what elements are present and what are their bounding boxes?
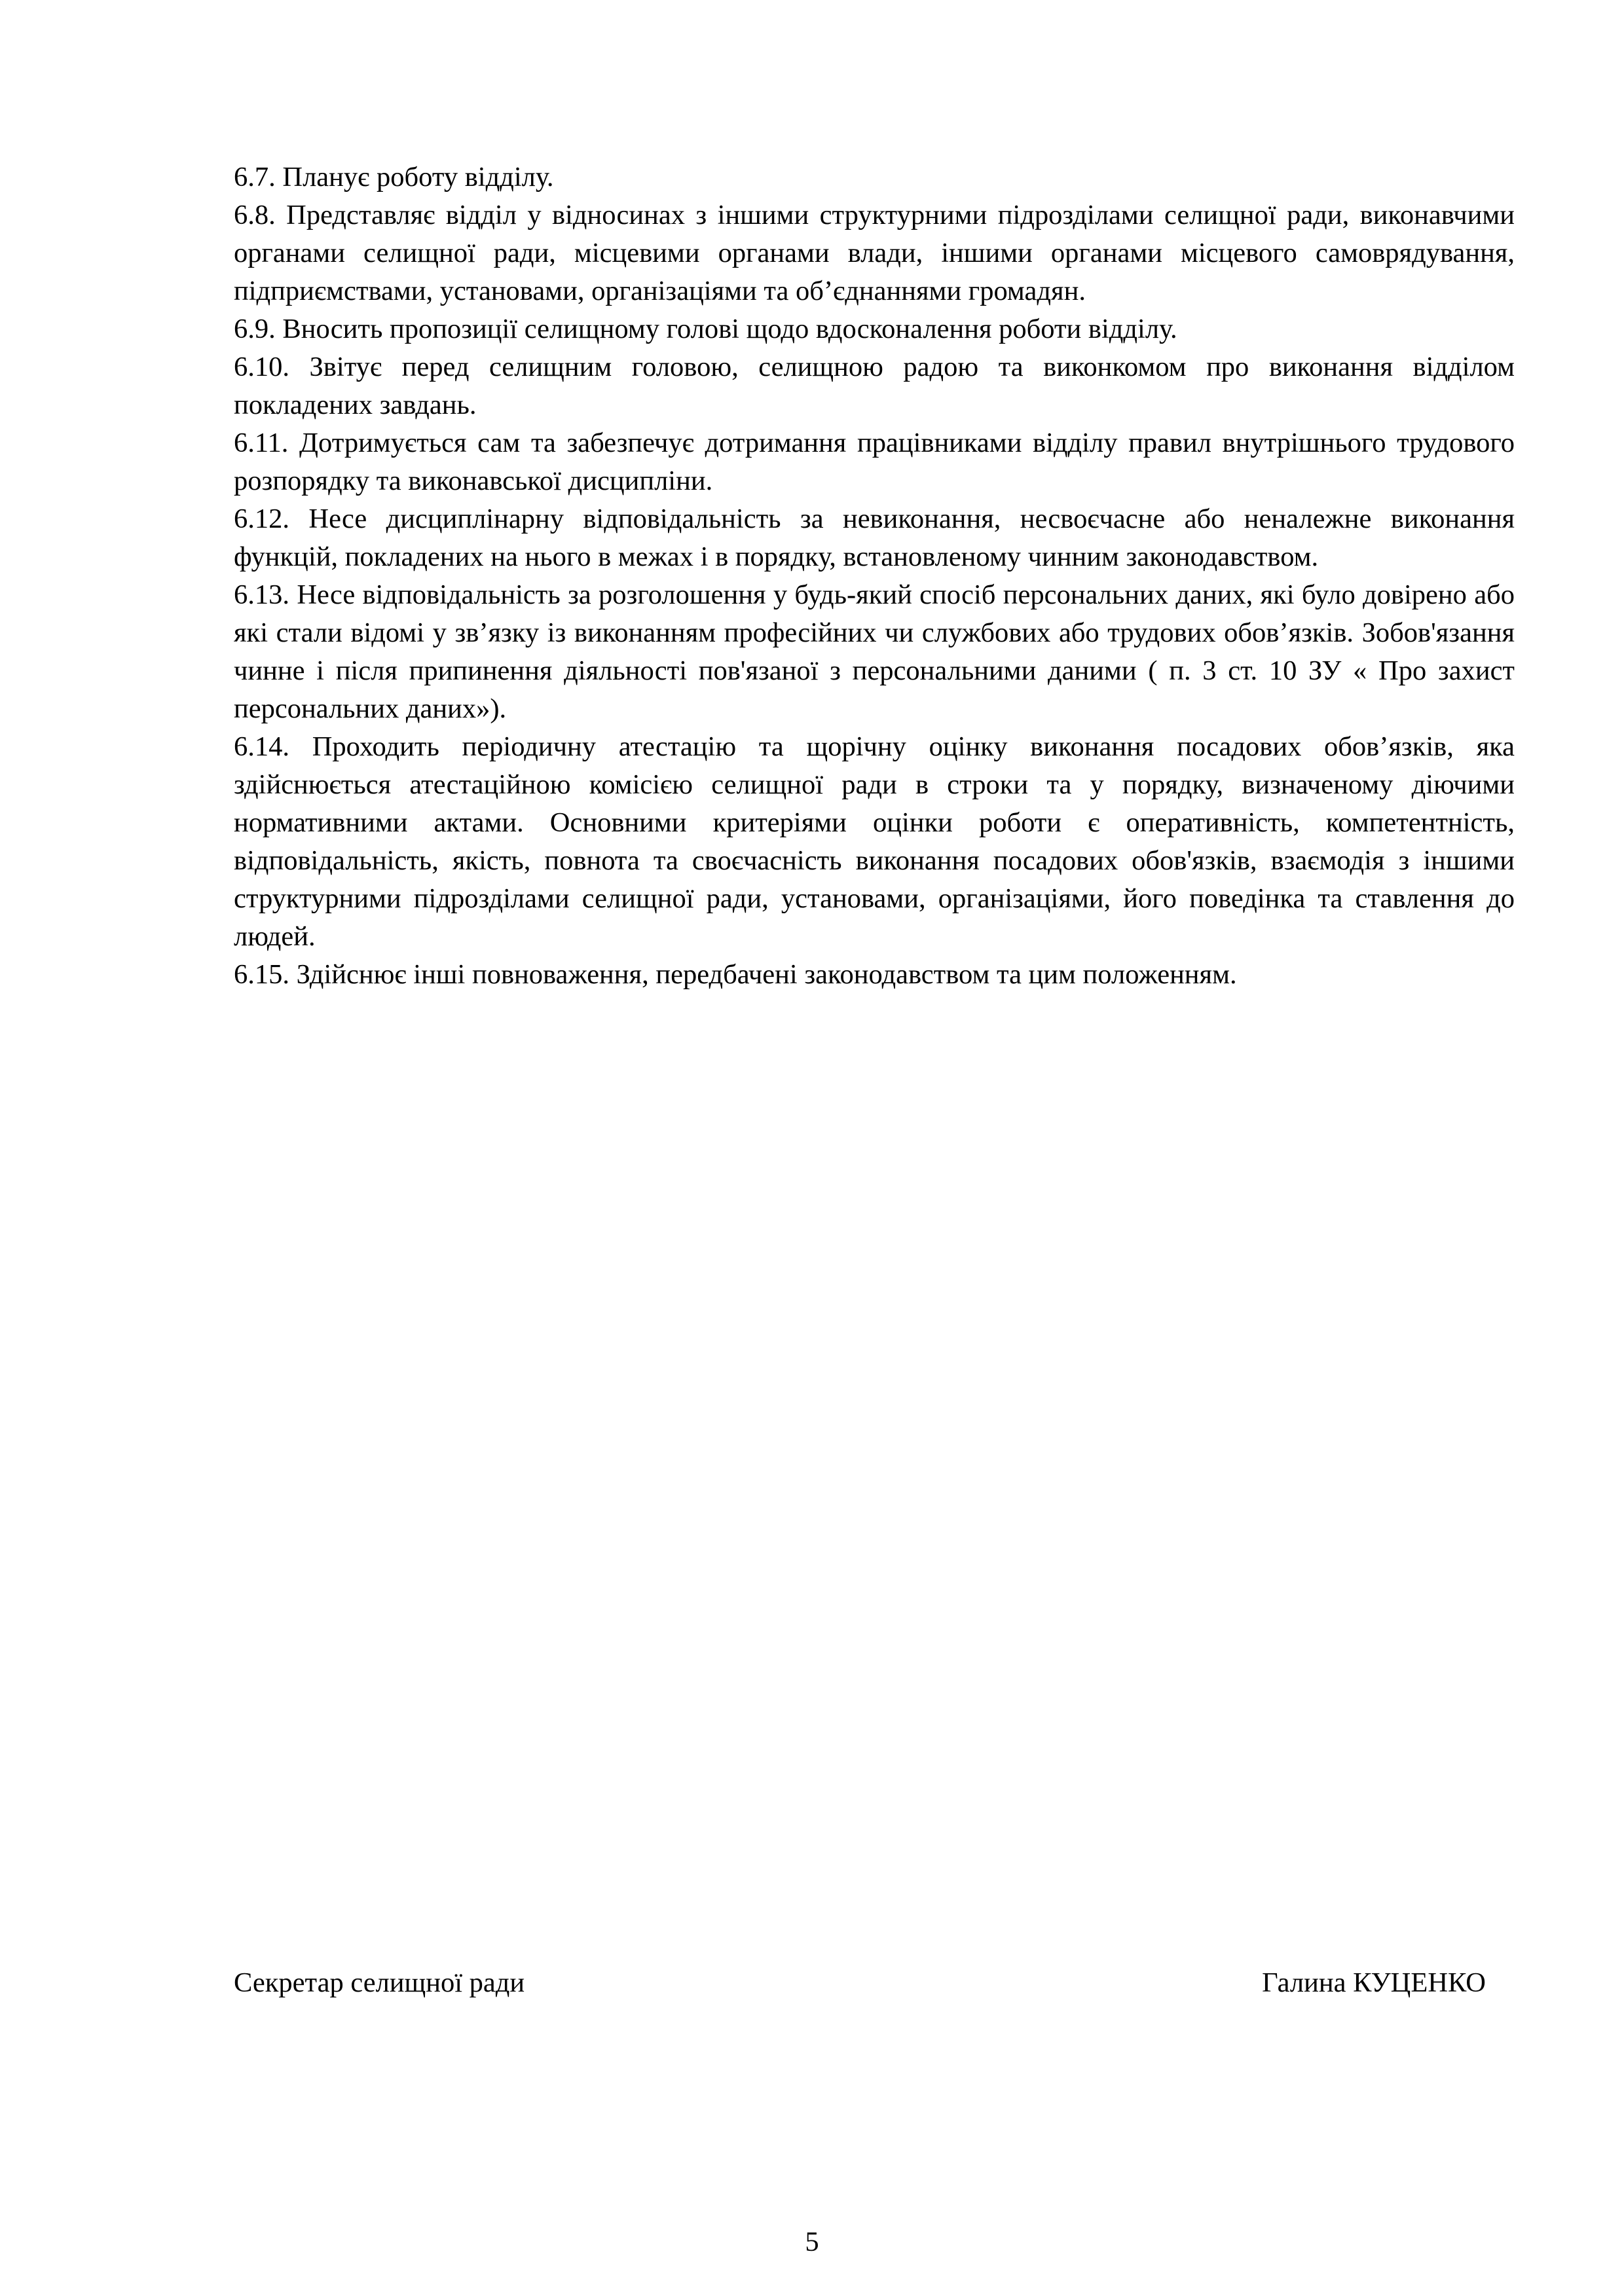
paragraph-6-10: 6.10. Звітує перед селищним головою, селищною радою та виконкомом про виконання відділом покладених завдань. (234, 352, 1515, 420)
paragraph-6-8: 6.8. Представляє відділ у відносинах з іншими структурними підрозділами селищної ради, виконавчими органами селищної ради, місцевими органами влади, іншими органами місцевого самоврядування, підприємствами, установами, організаціями та об’єднаннями громадян. (234, 200, 1515, 306)
paragraph-6-14: 6.14. Проходить періодичну атестацію та щорічну оцінку виконання посадових обов’язків, яка здійснюється атестаційною комісією селищної ради в строки та у порядку, визначеному діючими нормативними актами. Основними критеріями оцінки роботи є оперативність, компетентність, відповідальність, якість, повнота та своєчасність виконання посадових обов'язків, взаємодія з іншими структурними підрозділами селищної ради, установами, організаціями, його поведінка та ставлення до людей. (234, 731, 1515, 952)
paragraph-6-7: 6.7. Планує роботу відділу. (234, 162, 554, 192)
paragraph-6-11: 6.11. Дотримується сам та забезпечує дотримання працівниками відділу правил внутрішнього трудового розпорядку та виконавської дисципліни. (234, 428, 1515, 496)
paragraph-6-9: 6.9. Вносить пропозиції селищному голові щодо вдосконалення роботи відділу. (234, 314, 1177, 344)
paragraph-6-12: 6.12. Несе дисциплінарну відповідальність за невиконання, несвоєчасне або неналежне виконання функцій, покладених на нього в межах і в порядку, встановленому чинним законодавством. (234, 503, 1515, 572)
document-body (234, 158, 1515, 994)
page-number: 5 (805, 2227, 819, 2257)
paragraph-6-13: 6.13. Несе відповідальність за розголошення у будь-який спосіб персональних даних, які було довірено або які стали відомі у зв’язку із виконанням професійних чи службових або трудових обов’язків. Зобов'язання чинне і після припинення діяльності пов'язаної з персональними даними ( п. 3 ст. 10 ЗУ « Про захист персональних даних»). (234, 579, 1515, 724)
paragraph-6-15: 6.15. Здійснює інші повноваження, передбачені законодавством та цим положенням. (234, 959, 1237, 990)
signatory-name: Галина КУЦЕНКО (1262, 1967, 1486, 1998)
signatory-position: Секретар селищної ради (234, 1967, 525, 1998)
